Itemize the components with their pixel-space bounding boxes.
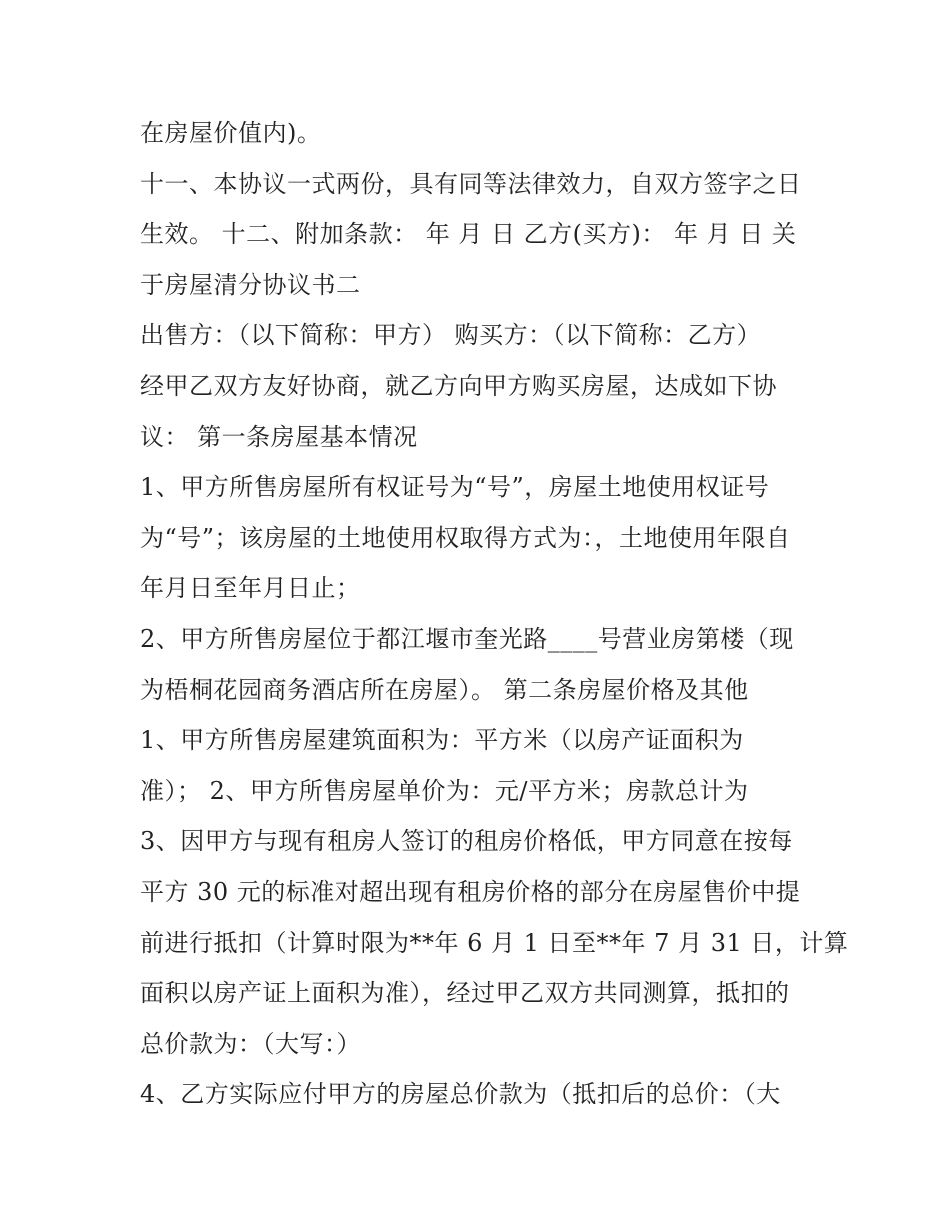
text-line: 1、甲方所售房屋建筑面积为：平方米（以房产证面积为 — [140, 726, 744, 755]
text-line: 为“号”；该房屋的土地使用权取得方式为：，土地使用年限自 — [140, 523, 791, 552]
text-line: 准）； 2、甲方所售房屋单价为：元/平方米；房款总计为 — [140, 776, 749, 805]
text-line: 于房屋清分协议书二 — [140, 270, 361, 299]
text-line: 总价款为：（大写：） — [140, 1029, 361, 1058]
text-line: 议： 第一条房屋基本情况 — [140, 422, 418, 451]
text-line: 1、甲方所售房屋所有权证号为“号”，房屋土地使用权证号 — [140, 473, 770, 502]
text-line: 4、乙方实际应付甲方的房屋总价款为（抵扣后的总价：（大 — [140, 1080, 781, 1109]
text-line: 生效。 十二、附加条款： 年 月 日 乙方(买方)： 年 月 日 关 — [140, 220, 797, 249]
text-line: 面积以房产证上面积为准），经过甲乙双方共同测算，抵扣的 — [140, 979, 790, 1008]
document-body — [140, 108, 849, 1120]
text-line: 平方 30 元的标准对超出现有租房价格的部分在房屋售价中提 — [140, 877, 801, 906]
text-line: 前进行抵扣（计算时限为**年 6 月 1 日至**年 7 月 31 日，计算 — [140, 928, 849, 957]
text-line: 出售方：（以下简称：甲方） 购买方：（以下简称：乙方） — [140, 321, 762, 350]
text-line: 经甲乙双方友好协商，就乙方向甲方购买房屋，达成如下协 — [140, 371, 777, 400]
text-line: 3、因甲方与现有租房人签订的租房价格低，甲方同意在按每 — [140, 827, 793, 856]
text-line: 在房屋价值内)。 — [140, 119, 322, 147]
text-line: 为梧桐花园商务酒店所在房屋）。 第二条房屋价格及其他 — [140, 675, 749, 704]
text-line: 2、甲方所售房屋位于都江堰市奎光路____号营业房第楼（现 — [140, 624, 794, 653]
text-line: 十一、本协议一式两份，具有同等法律效力，自双方签字之日 — [140, 169, 802, 198]
text-line: 年月日至年月日止； — [140, 574, 361, 603]
